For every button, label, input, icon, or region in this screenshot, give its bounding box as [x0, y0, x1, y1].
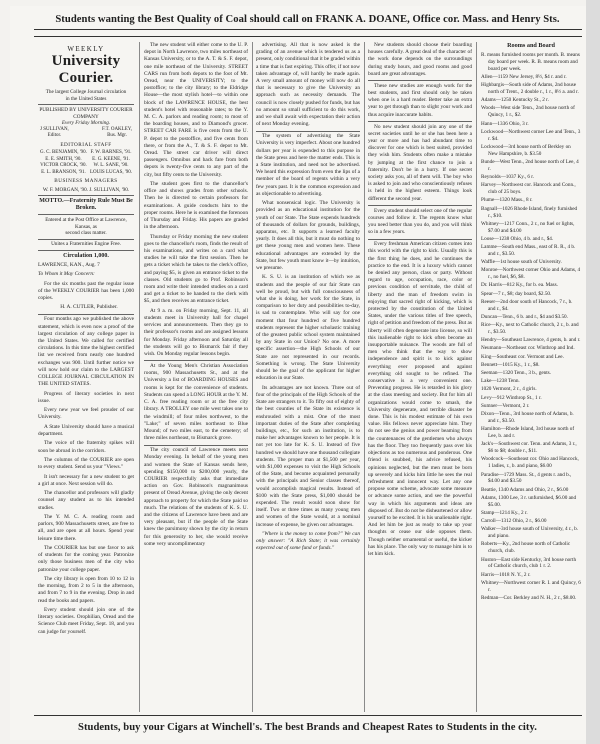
- issue-line: Every Friday Morning.: [61, 120, 111, 127]
- paragraph: The COURIER has but one favor to ask of students for the coming year. Patronize only those business men of the city who patronize your college paper.: [38, 544, 134, 573]
- divider: [38, 250, 134, 251]
- rooms-entry: Lockwood—Northwest corner Lee and Tenn., 3 r. $4.: [481, 128, 581, 142]
- paragraph: No new student should join any one of the secret societies until he or she has been here a year or more and has had abundant time to discover for one which is best suited, provided they wish him. Students often make a mistake by jumping at the first chance to join a fraternity. Don't be in a hurry. If one secret society asks you, all of them will. The boy who is asked to join and who conscientiously refuses is held in the highest esteem. Things look different the second year.: [368, 123, 472, 202]
- dateline: LAWRENCE, KAN., Aug. 7: [38, 261, 100, 268]
- bottom-rule: [34, 715, 582, 716]
- motto: MOTTO.—Fraternity Rule Must Be Broken.: [39, 197, 133, 212]
- rooms-board-heading: Rooms and Board: [507, 42, 555, 49]
- paragraph: New students should choose their boarding houses carefully. A great deal of the character of the work done depends on the surroundings during study hours, and good rooms and good board are great advantages.: [368, 42, 472, 77]
- rooms-entry: Harvey—Northwest cor. Hancock and Conn., club of 25 boys.: [481, 182, 576, 196]
- rooms-entry: Bunde—West Tenn., 2nd house north of Lee, 4 r.: [481, 158, 579, 172]
- column-3: [256, 42, 360, 714]
- rooms-entry: 1020 Vermont, 2 r., 4 girls.: [481, 386, 537, 393]
- paragraph: The voice of the fraternity spikes will soon be abroad in the corridors.: [38, 440, 134, 454]
- page-edge: [586, 0, 600, 744]
- column-4: [368, 42, 472, 714]
- rooms-entry: Rice—Ky., next to Catholic church, 2 r., b. and r., $3.50.: [481, 322, 579, 336]
- paragraph: A State University should have a musical department.: [38, 423, 134, 437]
- rooms-entry: Lake—1238 Tenn.: [481, 378, 520, 385]
- rooms-entry: Levy—912 Winthrop St., 1 r.: [481, 394, 542, 401]
- masthead-subtitle-1: The largest College Journal circulation: [45, 89, 127, 96]
- staff-left: [40, 150, 87, 176]
- rooms-list: [481, 74, 581, 602]
- rooms-entry: Dixon—Tenn., 3rd house north of Adams, b. and r., $3.50.: [481, 411, 574, 424]
- paragraph: The Y. M. C. A. reading room and parlors, 900 Massachusetts street, are free to all, and are open at all hours. Spend your leisure time there.: [38, 513, 134, 542]
- divider: [38, 195, 134, 196]
- editor-1-role: Editor.: [47, 133, 62, 139]
- rooms-entry: Roberts—Ky., 2nd house north of Catholic church, club.: [481, 541, 571, 555]
- rooms-entry: Stamp—1214 Ky., 2 r.: [481, 509, 528, 516]
- rooms-entry: Redman—Cor. Berkley and N. H., 2 r., $8.00.: [481, 595, 577, 601]
- paragraph: The student goes first to the chancellor's office and shows grades from other schools. Then he is directed to certain professors for examinations. A guide conducts him to the proper rooms. Here he is examined the forenoon of Thursday and Friday. His papers are graded in the afternoon.: [144, 181, 248, 231]
- rooms-entry: Bagnall—1026 Rhode Island, finely furnished r., $10.: [481, 205, 578, 219]
- rooms-entry: Reeser—2nd door south of Hancock, 7 r., b. and r., $4.: [481, 298, 573, 312]
- rooms-entry: Hann—1336 Ohio, 3 r.: [481, 120, 529, 127]
- rooms-entry: Lockwood—3rd house north of Berkley on New Hampshire, b. $3.50: [481, 143, 571, 157]
- header-rule: [34, 36, 582, 37]
- paragraph: Every new year we feel prouder of our University.: [38, 407, 134, 421]
- rooms-entry: Loose—1238 Ohio, 4 b. and r., $4.: [481, 235, 554, 242]
- editor-2-name: F.T. OAKLEY,: [102, 126, 132, 132]
- rooms-entry: Adams, 1300 Lee, 3 r. unfurnished, $6.00 and $5.00.: [481, 494, 577, 508]
- editorial-staff-heading: EDITORIAL STAFF: [60, 141, 112, 148]
- staff-name: F. W. BARNES, '91.: [90, 150, 132, 156]
- paragraph: These new studies are enough work for the best students, and first should only be taken when one is a hard reader. Better take an extra year to get through than to slight your work and thus acquire inaccurate habits.: [368, 82, 472, 118]
- business-names: W. F. MORGAN, '90. J. SULLIVAN, '90.: [42, 186, 130, 193]
- column-rule: [139, 42, 140, 712]
- divider: [368, 239, 472, 240]
- paragraph: Progress of literary societies in next issue.: [38, 390, 134, 404]
- salutation: To Whom it May Concern:: [38, 271, 95, 278]
- staff-name: LOUIS LUCAS, '90.: [89, 169, 132, 175]
- rooms-entry: Highbargis—South side of Adams, 2nd house north of Trent., 2 double r., 1 r., 8½ a. and r.: [481, 82, 579, 96]
- column-1: [38, 42, 134, 714]
- staff-name: E. L. BRANSON, '91.: [41, 169, 86, 175]
- circulation-heading: Circulation 1,000.: [63, 252, 109, 259]
- rooms-entry: Bennett—1015 Ky., 1 r., $8.: [481, 361, 540, 368]
- paragraph: Every freshman American citizen comes into this world with the right to kick. Usually this is the first thing he does, and he continues the practice to the end. It is a luxury which cannot be denied any person, class or party. Without regard to age, occupation, race, color or previous condition of servitude, the child of liberty and the man of freedom swim in enjoying that sacred right of kicking, which is protected by the constitution of the United States, under the various titles of free speech, right of petition and freedom of the press. But as liberty will often degenerate into license, so will this inalienable right to kick often become an insupportable nuisance. The woods are full of men who think that the way to show independence and spirit is to kick against everything ever proposed and against everything old sought to be refined. The conservative is a very convenient one. Preventing progress. He is retarded in his glory at the class meeting and society. But for him all organizations would come to smash, the University degenerate, and terrible disaster be done. This is his modest estimate of his own value. His fellows never appreciate him. They do not see the genius and power beaming from the countenances of the gentlemen who always has the floor. They too frequently pass over his objections as too numerous and ponderous. One friend is snubbed, his advice refused, his opinions neglected, but the men must be born up severely and kicks him little he sees the real refreshment and innocent way. Let any one propose some scheme, advocate some measure or advance some action, and see the powerful way in which his arguments and ideas are disposed of. But do not be disheartened or allow yourself to be excited. It is his unalienable right. And let him be just as ready to take up your thoughts or cease our side opposes them. Though neither ornamental or useful, the kicker has his place. The only way to manage him is to let him kick.: [368, 241, 472, 557]
- rooms-entry: Hamilton—Rhode Island, 3rd house north of Lee, b. and r.: [481, 426, 575, 440]
- rooms-entry: Duncan—Tenn., 6 b. and r., $4 and $3.50.: [481, 313, 568, 320]
- column-5-rooms-board: [481, 42, 581, 714]
- rooms-entry: Jack's—Southwest cor. Tenn. and Adams, 3 r., $6 to $8; double r., $11.: [481, 441, 577, 455]
- rooms-entry: Adams—1250 Kentucky St., 2 r.: [481, 97, 549, 104]
- paragraph: The city council of Lawrence meets next Monday evening. In behalf of the young men and women the State of Kansas sends here, spending $150,000 to $200,000 yearly, the COURIER respectfully asks that immediate action on Gov. Robinson's magnanimous present of Oread Avenue, giving the only decent approach to property for which the State paid so much. The relations of the students of K. S. U. and the citizens of Lawrence have been and are very pleasant, but if the people of the State knew the parsimony shown by the city in return for this generosity to her, she would receive some very uncomplimentary: [144, 447, 248, 547]
- paragraph: At the Young Men's Christian Association rooms, 900 Massachusetts St., and at the University a list of BOARDING HOUSES and rooms is kept for the convenience of students. Students can spend a LONG HOUR at the Y. M. C. A. free reading room or at the free city library. A TROLLEY one mile west takes one to the windmill; of four miles northwest, to the "Lake;" of seven miles northeast to Blue Mound; of two miles east, to the cemetery; of three miles northeast, to Bismarck grove.: [144, 363, 248, 442]
- rooms-entry: Allen—1159 New Jersey, 8½, $4 r. and r.: [481, 73, 567, 80]
- divider: [368, 80, 472, 81]
- paragraph: K. S. U. is an institution of which we as students and the people of our fair State can well be proud, but with full consciousness of what she is doing, her work for the State, in comparison to her duty and possibilities to-day, is sad to contemplate. Who will say for one moment that four hundred or five hundred students represent the higher scholastic training of the greatest public school system maintained by any State in our Union? No one. A more specific assertion—the High Schools of our State are not represented in our records. Something is wrong. The State University should be the goal of the applicant for higher education in our State.: [256, 274, 360, 382]
- paragraph: It isn't necessary for a new student to get a girl at once. Next session will do.: [38, 473, 134, 487]
- rooms-intro: R. means furnished rooms per month. B. means day board per week. R. B. means room and board per week.: [481, 51, 580, 72]
- divider: [256, 131, 360, 132]
- paragraph: Thursday or Friday morning the new student goes to the chancellor's room, finds the result of his examinations, and writes on a card what studies he will take the first session. Then he gets a ticket which he takes to the clerk's office, and paying $5, is given an entrance ticket to the classes. Old students go to Prof. Robinson's room and write their intended studies on a card and get a ticket to be handed to the clerk with $5, and then receives an entrance ticket.: [144, 233, 248, 305]
- paragraph: Four months ago we published the above statement, which is even now a proof of the largest circulation of any college paper in the United States. We called for certified circulations. In this time the highest certified list we received from nearly one hundred exchanges was 900. Until further notice we will now hold our claim to the LARGEST COLLEGE JOURNAL CIRCULATION IN THE UNITED STATES.: [38, 316, 134, 388]
- paragraph: "Where is the money to come from?" We can only answer: "A Rich State; it was certainly expected out of some fund or funds.": [256, 530, 360, 552]
- rooms-entry: Woods—West side Tenn., 2nd house north of Quincy, 1 r., $2.: [481, 105, 575, 119]
- masthead-weekly: WEEKLY: [67, 45, 105, 53]
- paragraph: Every student should select one of the regular courses and follow it. The regents know what you need better than you do, and you will think so in a few years.: [368, 207, 472, 236]
- divider: [38, 314, 134, 315]
- rooms-entry: Waffle—1st house south of University.: [481, 259, 562, 266]
- editors: [38, 127, 134, 140]
- rooms-entry: Beattie, 1340 Adams and Ohio, 2 r., $6.00: [481, 486, 569, 493]
- editor-2-role: Bus. Mgr.: [107, 133, 127, 139]
- rooms-entry: Reynolds—1037 Ky., 6 r.: [481, 174, 534, 181]
- entered-line-2: second class matter.: [65, 230, 107, 237]
- rooms-entry: King—Southeast cor. Vermont and Lee.: [481, 353, 564, 360]
- column-rule: [364, 42, 365, 712]
- rooms-entry: Harris—1018 N. Y., 2 r.: [481, 571, 531, 578]
- masthead-subtitle-2: in the United States: [65, 95, 107, 102]
- divider: [144, 445, 248, 446]
- entered-line-1: Entered at the Post Office at Lawrence, Kansas, as: [45, 216, 127, 230]
- divider: [38, 214, 134, 215]
- divider: [144, 360, 248, 361]
- rooms-entry: Whitney—1217 Conn., 2 r., no fuel or lights, $7.00 and $4.00: [481, 220, 575, 234]
- editor-2: [102, 127, 132, 140]
- column-2: [144, 42, 248, 714]
- staff-name: E. E. SMITH, '90.: [45, 156, 82, 162]
- paragraph: The city library is open from 10 to 12 in the morning, from 2 to 5 in the afternoon, and from 7 to 9 in the evening. Drop in and read the books and papers.: [38, 575, 134, 604]
- staff-right: [90, 150, 132, 176]
- rooms-entry: Walker—3rd house south of University, 4 r., b. and piano.: [481, 526, 579, 540]
- staff-name: VICTOR CROCK, '90.: [40, 163, 87, 169]
- staff-name: G. C. BENJAMIN, '90.: [40, 150, 87, 156]
- terms-line: Unites a Fraternities Engine Free.: [51, 241, 121, 248]
- business-heading: BUSINESS MANAGERS: [54, 178, 118, 184]
- divider: [38, 239, 134, 240]
- paragraph: At 9 a. m. on Friday morning, Sept. 11, all students meet in University hall for chapel services and announcements. Then they go to their professor's rooms and are assigned lessons for Monday. Friday afternoon and Saturday all the students will go to Bismarck fair if they wish. On Monday regular lessons begin.: [144, 307, 248, 358]
- staff-list: [38, 150, 134, 176]
- paragraph: The columns of the COURIER are open to every student. Send us your "Views.": [38, 456, 134, 471]
- bottom-banner: Students, buy your Cigars at Winchell's. The best Brands and Cheapest Rates to Students in the city.: [78, 722, 537, 733]
- publisher-line: PUBLISHED BY UNIVERSITY COURIER COMPANY: [39, 106, 133, 120]
- divider: [368, 121, 472, 122]
- staff-name: W. L. SANE, '90.: [93, 163, 129, 169]
- column-rule: [252, 42, 253, 712]
- editor-1: [40, 127, 69, 140]
- rooms-entry: Monroe—Northwest corner Ohio and Adams, 4 r., no fuel, $6, $8.: [481, 267, 581, 281]
- staff-name: E. G. KEENE, '91.: [92, 156, 130, 162]
- editor-1-name: J SULLIVAN,: [40, 126, 69, 132]
- rooms-entry: Huston—East side Kentucky, 3rd house north of Catholic church, club 1 r. 2.: [481, 556, 577, 570]
- paragraph: The chancellor and professors will gladly counsel any student as to his intended studies.: [38, 490, 134, 511]
- paragraph: Every student should join one of the literary societies. Orophilian, Oread and the Science Club meet Friday, Sept. 18, and you can judge for yourself.: [38, 606, 134, 635]
- rooms-entry: Dr. Harris—812 Ky., for b. ea. Mass.: [481, 282, 558, 289]
- rooms-entry: Plume—1320 Mass., 8 r.: [481, 197, 533, 204]
- rooms-entry: Seeman—1320 Tenn., 3 b., gents.: [481, 370, 551, 377]
- rooms-entry: Lamme—South end Mass., east of R. R., 4 b. and r., $3.50.: [481, 244, 576, 257]
- column-rule: [476, 42, 477, 712]
- rooms-entry: Sumner—Vermont, 2 r.: [481, 402, 530, 409]
- rooms-entry: Paradise—1729 Mass. St., 4 gents r. and b., $4.00 and $3.50: [481, 471, 572, 485]
- masthead-title: University Courier.: [51, 53, 121, 87]
- divider: [368, 205, 472, 206]
- rooms-entry: Woodcock—Southeast cor. Ohio and Hancock, 1 ladies, r., b. and piano, $6.00: [481, 456, 579, 470]
- paragraph: What nonsensical logic. The University is provided as an educational institution for the youth of our State. The State expends hundreds of thousands of dollars for grounds, buildings, apparatus, etc. It supports a learned faculty yearly. It does all this, but it must do nothing to get these young men and women here. These educational advantages are extended by the State, but few youth must know it—by intuition, we presume.: [256, 200, 360, 272]
- top-banner: Students wanting the Best Quality of Coal should call on FRANK A. DOANE, Office cor. Mass. and Henry Sts.: [55, 14, 560, 25]
- rooms-entry: Whitney—Northwest corner R. I. and Quincy, 6 r.: [481, 579, 581, 593]
- paragraph: Its advantages are not known. Three out of four of the principals of the High Schools of the State are strangers to it. To fifty out of eighty of the best counties of the State its existence is enshrouded with a mist. One of the most important duties of the State after completing buildings, etc., for such an institution, is to make her advantages known to her people. It is not yet too late for K. S. U. Instead of five hundred we should have one thousand collegiate students. The proper man at $1,500 per year, with $1,000 expenses to visit the High Schools of the State, and become acquainted personally with the principals and Senior classes thereof, would accomplish magical results. Instead of $100 with the State press, $1,000 should be expended. The result would soon show for itself. Two or three times as many young men and women of the State would, at a nominal increase of expense, be given our advantages.: [256, 384, 360, 528]
- rooms-entry: Spear—7 r., $8; day board, $2.50.: [481, 290, 552, 297]
- paragraph: advertising. All that is now asked is the grading of an avenue which is tendered us as a present, only conditional that it be graded within a time that is fast expiring. This offer, if not now taken advantage of, will hardly be made again. A very small amount of money will now do all that is necessary to give the University an approach such as necessity demands. The council is now closely pushed for funds, but has no amount so small sufficient to do this work, and we shall await with expectation their action of next Monday evening.: [256, 42, 360, 128]
- divider: [38, 104, 134, 105]
- paragraph: The new student will either come to the U. P. depot in North Lawrence, two miles northeast of Kansas University, or to the A. T. & S. F. depot, one mile northeast of the University. STREET CARS run from both depots to the foot of Mt. Oread, near the UNIVERSITY; to the postoffice; to the city library; to the Eldridge House—the most stylish hotel—to within one block of the LAWRENCE HOUSE, the best student's hotel with reasonable rates; to the Y. M. C. A. parlors and reading room; to most of the boarding houses, and to Diamond's grocer. STREET CAR FARE is five cents from the U. P. depot to the postoffice, and five cents from there, or from the A., T. & S. F. depot to Mt. Oread. The street car driver will direct passengers. Omnibus and hack fare from both depots is twenty-five cents to any part of the city, but fifty cents to the University.: [144, 42, 248, 178]
- paragraph: For the six months past the regular issue of the WEEKLY COURIER has been 1,000 copies.: [38, 280, 134, 301]
- rooms-entry: Neumann—Northeast cor. Winthrop and Ind.: [481, 345, 575, 352]
- rooms-entry: Hendry—Southeast Lawrence, 4 gents, b. and r.: [481, 337, 581, 344]
- top-rule: [34, 29, 582, 30]
- signature: H. A. CUTLER, Publisher.: [60, 304, 118, 311]
- paragraph: The system of advertising the State University is very imperfect. About one hundred dollars per year is expended to this purpose in the State press and here the matter ends. This is a State institution, and need not be advertised. We heard this expression from even the lips of a member of the board of regents within a very few years past. It is the common expression and as objectionable to advertising.: [256, 133, 360, 197]
- rooms-entry: Carroll—1312 Ohio, 2 r., $6.00: [481, 518, 547, 525]
